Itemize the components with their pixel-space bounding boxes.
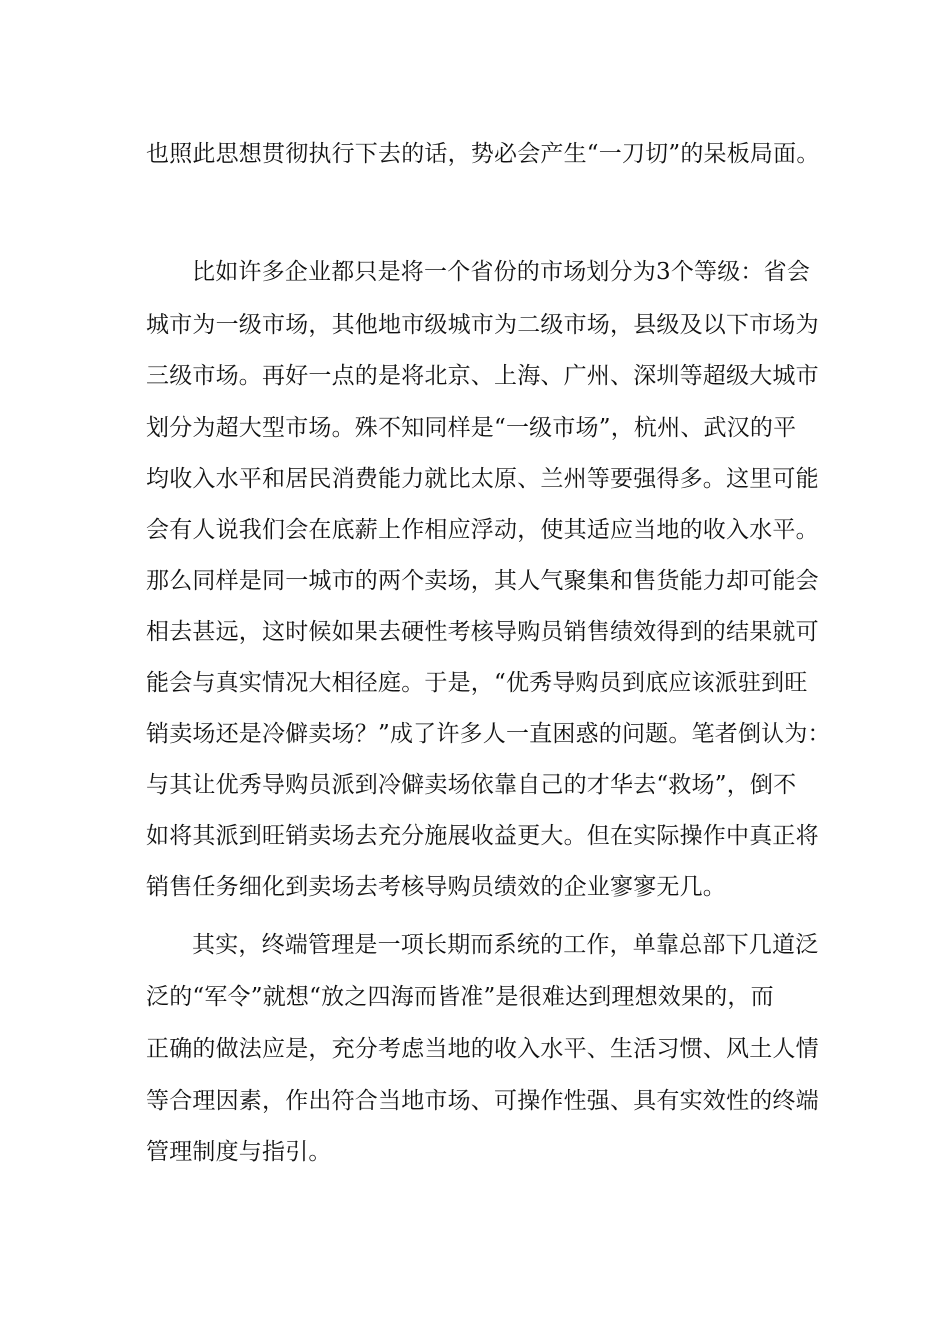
paragraph-1-line-1: 也照此思想贯彻执行下去的话，势必会产生“一刀切”的呆板局面。: [146, 141, 820, 167]
paragraph-3-line-5: 管理制度与指引。: [146, 1139, 332, 1165]
paragraph-2-line-2: 城市为一级市场，其他地市级城市为二级市场，县级及以下市场为: [146, 312, 819, 338]
paragraph-3-line-4: 等合理因素，作出符合当地市场、可操作性强、具有实效性的终端: [146, 1088, 819, 1114]
paragraph-2-line-11: 与其让优秀导购员派到冷僻卖场依靠自己的才华去“救场”，倒不: [146, 772, 797, 798]
paragraph-2-line-13: 销售任务细化到卖场去考核导购员绩效的企业寥寥无几。: [146, 874, 726, 900]
paragraph-3-line-1: 其实，终端管理是一项长期而系统的工作，单靠总部下几道泛: [192, 932, 819, 958]
paragraph-2-line-9: 能会与真实情况大相径庭。于是，“优秀导购员到底应该派驻到旺: [146, 670, 808, 696]
paragraph-2-line-8: 相去甚远，这时候如果去硬性考核导购员销售绩效得到的结果就可: [146, 619, 819, 645]
paragraph-2-line-10: 销卖场还是冷僻卖场？”成了许多人一直困惑的问题。笔者倒认为：: [146, 721, 831, 747]
paragraph-2-line-1: 比如许多企业都只是将一个省份的市场划分为3个等级：省会: [192, 259, 811, 285]
paragraph-2-line-4: 划分为超大型市场。殊不知同样是“一级市场”，杭州、武汉的平: [146, 415, 797, 441]
paragraph-2-line-12: 如将其派到旺销卖场去充分施展收益更大。但在实际操作中真正将: [146, 823, 819, 849]
paragraph-3-line-3: 正确的做法应是，充分考虑当地的收入水平、生活习惯、风土人情: [146, 1036, 819, 1062]
paragraph-3-line-2: 泛的“军令”就想“放之四海而皆准”是很难达到理想效果的，而: [146, 984, 774, 1010]
paragraph-2-line-5: 均收入水平和居民消费能力就比太原、兰州等要强得多。这里可能: [146, 466, 819, 492]
paragraph-2-line-7: 那么同样是同一城市的两个卖场，其人气聚集和售货能力却可能会: [146, 568, 819, 594]
paragraph-2-line-6: 会有人说我们会在底薪上作相应浮动，使其适应当地的收入水平。: [146, 517, 819, 543]
paragraph-2-line-3: 三级市场。再好一点的是将北京、上海、广州、深圳等超级大城市: [146, 363, 819, 389]
